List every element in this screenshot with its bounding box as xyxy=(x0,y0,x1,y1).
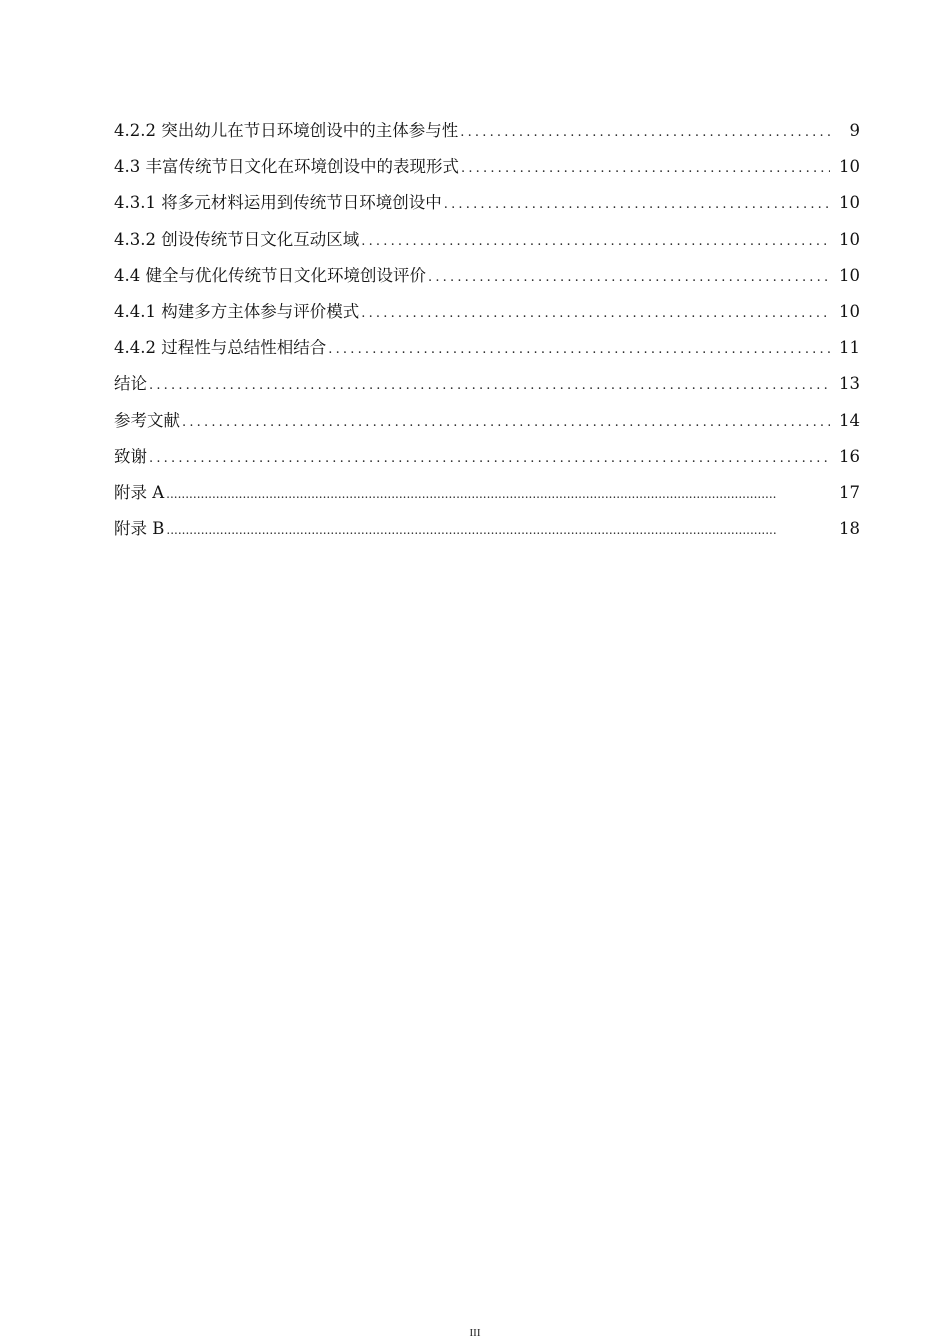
toc-entry[interactable] xyxy=(114,369,860,405)
toc-entry[interactable] xyxy=(114,442,860,478)
toc-entry[interactable] xyxy=(114,188,860,224)
toc-dot-leader xyxy=(166,479,830,509)
toc-entry[interactable] xyxy=(114,478,860,514)
toc-entry-page: 10 xyxy=(839,301,860,321)
toc-dot-leader xyxy=(461,154,830,184)
toc-entry-page: 11 xyxy=(839,338,860,358)
toc-dot-leader xyxy=(149,444,830,474)
toc-entry-page: 13 xyxy=(839,374,860,394)
toc-entry[interactable] xyxy=(114,261,860,297)
toc-dot-leader xyxy=(149,371,830,401)
toc-entry-title: 4.3 丰富传统节日文化在环境创设中的表现形式 xyxy=(114,157,459,177)
toc-dot-leader xyxy=(166,515,830,545)
toc-entry-title: 参考文献 xyxy=(114,410,180,430)
toc-dot-leader xyxy=(361,227,830,257)
toc-entry[interactable] xyxy=(114,406,860,442)
toc-entry[interactable] xyxy=(114,297,860,333)
toc-entry-page: 17 xyxy=(839,482,860,502)
toc-entry-page: 16 xyxy=(839,446,860,466)
toc-entry-title: 4.2.2 突出幼儿在节日环境创设中的主体参与性 xyxy=(114,121,459,140)
toc-entry-page: 10 xyxy=(839,265,860,285)
toc-entry-title: 4.4 健全与优化传统节日文化环境创设评价 xyxy=(114,265,426,285)
page-number: III xyxy=(469,1327,481,1339)
toc-entry[interactable] xyxy=(114,152,860,188)
toc-dot-leader xyxy=(428,263,830,293)
toc-dot-leader xyxy=(444,190,830,220)
toc-dot-leader xyxy=(328,335,830,365)
toc-entry-title: 致谢 xyxy=(114,446,147,466)
toc-dot-leader xyxy=(182,408,830,438)
toc-entry-title: 4.4.2 过程性与总结性相结合 xyxy=(114,338,327,358)
toc-entry-title: 4.4.1 构建多方主体参与评价模式 xyxy=(114,301,360,321)
toc-entry-page: 18 xyxy=(839,519,860,539)
toc-entry-page: 9 xyxy=(849,121,860,140)
toc-entry[interactable] xyxy=(114,116,860,152)
toc-entry-page: 10 xyxy=(839,157,860,177)
table-of-contents xyxy=(114,116,860,550)
toc-entry-title: 附录 A xyxy=(114,482,165,502)
toc-entry-page: 14 xyxy=(839,410,860,430)
toc-entry-title: 附录 B xyxy=(114,519,165,539)
toc-dot-leader xyxy=(361,299,830,329)
toc-entry-title: 4.3.1 将多元材料运用到传统节日环境创设中 xyxy=(114,193,442,213)
toc-entry-page: 10 xyxy=(839,229,860,249)
toc-entry-title: 4.3.2 创设传统节日文化互动区域 xyxy=(114,229,360,249)
toc-entry-page: 10 xyxy=(839,193,860,213)
toc-dot-leader xyxy=(460,118,830,148)
toc-entry-title: 结论 xyxy=(114,374,147,394)
toc-entry[interactable] xyxy=(114,333,860,369)
toc-entry[interactable] xyxy=(114,514,860,550)
toc-entry[interactable] xyxy=(114,225,860,261)
